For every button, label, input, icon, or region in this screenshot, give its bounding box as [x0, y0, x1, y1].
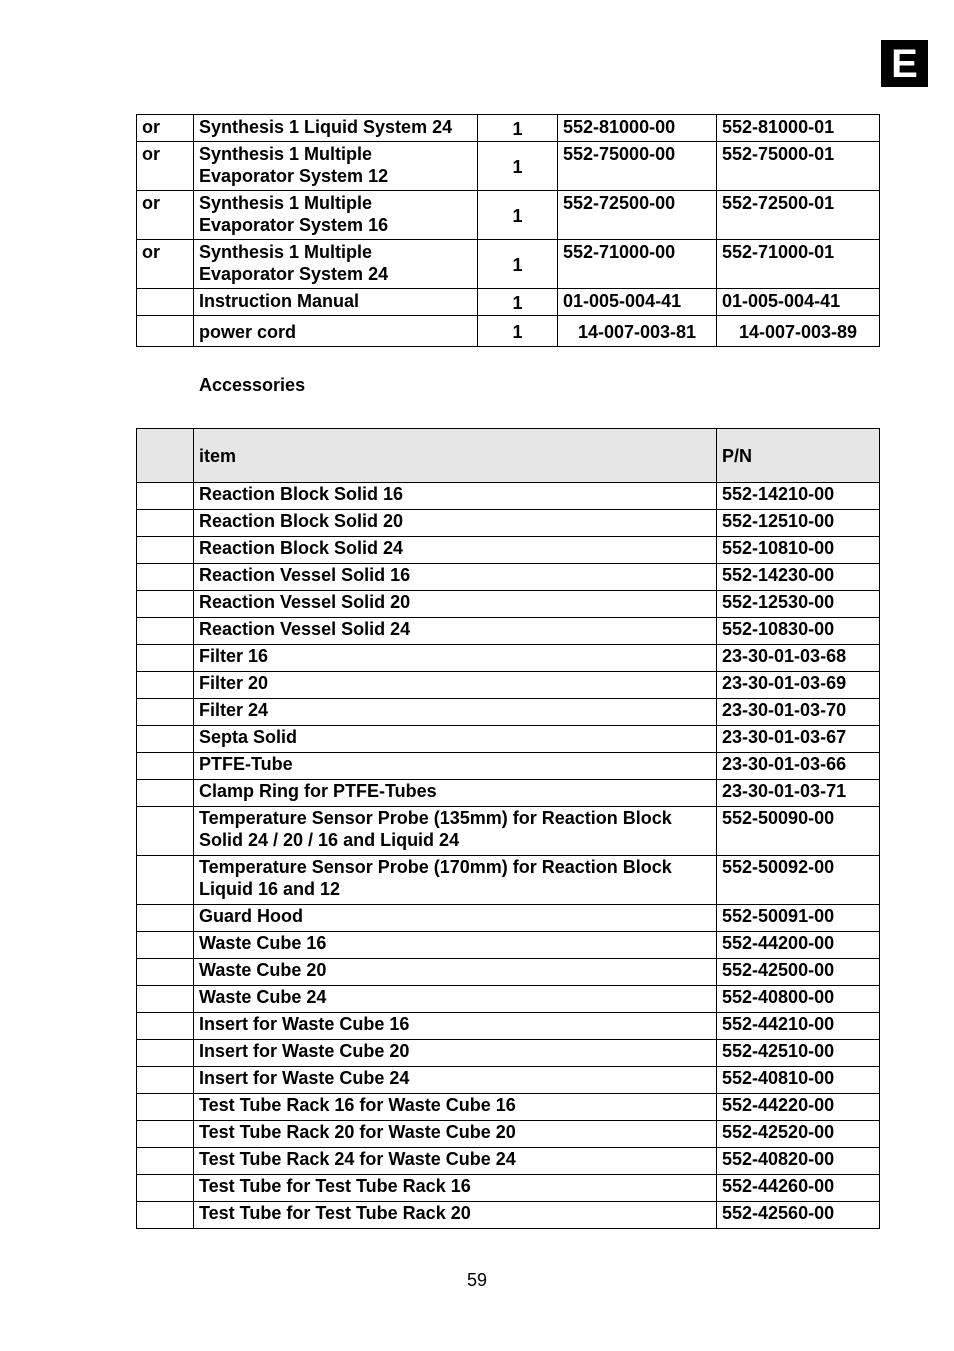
item-cell: Filter 20: [194, 672, 717, 699]
name-cell: Synthesis 1 Multiple Evaporator System 16: [194, 191, 478, 240]
blank-cell: [137, 1094, 194, 1121]
pn1-cell: 552-71000-00: [558, 240, 717, 289]
item-cell: Waste Cube 20: [194, 959, 717, 986]
table-row: [137, 483, 880, 510]
item-cell: Test Tube for Test Tube Rack 16: [194, 1175, 717, 1202]
blank-cell: [137, 618, 194, 645]
pn-cell: 552-44210-00: [717, 1013, 880, 1040]
table-row: [137, 1040, 880, 1067]
table-row: [137, 537, 880, 564]
item-cell: Temperature Sensor Probe (135mm) for Reaction Block Solid 24 / 20 / 16 and Liquid 24: [194, 807, 717, 856]
table-row: [137, 1175, 880, 1202]
table-row: [137, 142, 880, 191]
name-cell: Synthesis 1 Multiple Evaporator System 24: [194, 240, 478, 289]
item-cell: PTFE-Tube: [194, 753, 717, 780]
pn1-cell: 01-005-004-41: [558, 289, 717, 316]
pn-cell: 552-42510-00: [717, 1040, 880, 1067]
table-row: [137, 115, 880, 142]
item-cell: Reaction Block Solid 16: [194, 483, 717, 510]
table-row: [137, 510, 880, 537]
blank-cell: [137, 672, 194, 699]
table-row: [137, 780, 880, 807]
blank-cell: [137, 807, 194, 856]
item-cell: Guard Hood: [194, 905, 717, 932]
accessories-heading: Accessories: [199, 375, 306, 395]
header-pn: P/N: [717, 429, 880, 483]
pn-cell: 552-44220-00: [717, 1094, 880, 1121]
pn-cell: 552-14210-00: [717, 483, 880, 510]
blank-cell: [137, 780, 194, 807]
table-row: [137, 807, 880, 856]
pn-cell: 23-30-01-03-70: [717, 699, 880, 726]
table-row: [137, 1067, 880, 1094]
table-row: [137, 1094, 880, 1121]
item-cell: Filter 24: [194, 699, 717, 726]
table-row: [137, 986, 880, 1013]
blank-cell: [137, 645, 194, 672]
pn-cell: 552-44260-00: [717, 1175, 880, 1202]
name-cell: power cord: [194, 316, 478, 347]
pn-cell: 552-42560-00: [717, 1202, 880, 1229]
pn-cell: 552-42520-00: [717, 1121, 880, 1148]
qty-cell: 1: [478, 316, 558, 347]
blank-cell: [137, 959, 194, 986]
pn-cell: 552-50091-00: [717, 905, 880, 932]
pn-cell: 552-12530-00: [717, 591, 880, 618]
blank-cell: [137, 1121, 194, 1148]
item-cell: Septa Solid: [194, 726, 717, 753]
item-cell: Waste Cube 24: [194, 986, 717, 1013]
pn2-cell: 552-71000-01: [717, 240, 880, 289]
pn2-cell: 552-75000-01: [717, 142, 880, 191]
blank-cell: [137, 483, 194, 510]
blank-cell: [137, 537, 194, 564]
pn-cell: 552-10810-00: [717, 537, 880, 564]
blank-cell: [137, 1148, 194, 1175]
item-cell: Filter 16: [194, 645, 717, 672]
page-number: 59: [466, 1270, 488, 1290]
item-cell: Insert for Waste Cube 20: [194, 1040, 717, 1067]
table-row: [137, 240, 880, 289]
table-row: [137, 591, 880, 618]
blank-cell: [137, 1013, 194, 1040]
name-cell: Synthesis 1 Multiple Evaporator System 12: [194, 142, 478, 191]
parts-table: [136, 114, 880, 347]
pn2-cell: 14-007-003-89: [717, 316, 880, 347]
item-cell: Test Tube Rack 24 for Waste Cube 24: [194, 1148, 717, 1175]
table-row: [137, 618, 880, 645]
accessories-table: [136, 428, 880, 1229]
pn-cell: 552-50092-00: [717, 856, 880, 905]
item-cell: Insert for Waste Cube 16: [194, 1013, 717, 1040]
table-row: [137, 856, 880, 905]
blank-cell: [137, 856, 194, 905]
pn1-cell: 552-81000-00: [558, 115, 717, 142]
pn-cell: 552-50090-00: [717, 807, 880, 856]
qty-cell: 1: [478, 289, 558, 316]
blank-cell: [137, 905, 194, 932]
pn2-cell: 552-72500-01: [717, 191, 880, 240]
item-cell: Reaction Block Solid 24: [194, 537, 717, 564]
item-cell: Insert for Waste Cube 24: [194, 1067, 717, 1094]
pn-cell: 552-44200-00: [717, 932, 880, 959]
table-row: [137, 1013, 880, 1040]
blank-cell: [137, 510, 194, 537]
pn-cell: 552-14230-00: [717, 564, 880, 591]
qty-cell: 1: [478, 115, 558, 142]
table-row: [137, 932, 880, 959]
table-row: [137, 316, 880, 347]
item-cell: Waste Cube 16: [194, 932, 717, 959]
item-cell: Test Tube for Test Tube Rack 20: [194, 1202, 717, 1229]
pn2-cell: 552-81000-01: [717, 115, 880, 142]
table-row: [137, 191, 880, 240]
table-row: [137, 726, 880, 753]
prefix-cell: or: [137, 240, 194, 289]
blank-cell: [137, 1175, 194, 1202]
table-row: [137, 699, 880, 726]
item-cell: Reaction Vessel Solid 24: [194, 618, 717, 645]
table-row: [137, 564, 880, 591]
pn-cell: 552-40810-00: [717, 1067, 880, 1094]
blank-cell: [137, 1067, 194, 1094]
blank-cell: [137, 932, 194, 959]
table-row: [137, 1148, 880, 1175]
pn1-cell: 14-007-003-81: [558, 316, 717, 347]
pn1-cell: 552-72500-00: [558, 191, 717, 240]
blank-cell: [137, 564, 194, 591]
prefix-cell: or: [137, 115, 194, 142]
blank-cell: [137, 1202, 194, 1229]
name-cell: Instruction Manual: [194, 289, 478, 316]
table-row: [137, 959, 880, 986]
item-cell: Temperature Sensor Probe (170mm) for Reaction Block Liquid 16 and 12: [194, 856, 717, 905]
pn-cell: 552-42500-00: [717, 959, 880, 986]
table-row: [137, 672, 880, 699]
name-cell: Synthesis 1 Liquid System 24: [194, 115, 478, 142]
qty-cell: 1: [478, 142, 558, 191]
pn-cell: 552-40800-00: [717, 986, 880, 1013]
pn-cell: 23-30-01-03-69: [717, 672, 880, 699]
qty-cell: 1: [478, 191, 558, 240]
language-tab: E: [881, 40, 928, 87]
item-cell: Clamp Ring for PTFE-Tubes: [194, 780, 717, 807]
pn1-cell: 552-75000-00: [558, 142, 717, 191]
table-row: [137, 753, 880, 780]
blank-cell: [137, 1040, 194, 1067]
pn-cell: 23-30-01-03-66: [717, 753, 880, 780]
pn-cell: 23-30-01-03-67: [717, 726, 880, 753]
blank-cell: [137, 591, 194, 618]
header-item: item: [194, 429, 717, 483]
table-row: [137, 1121, 880, 1148]
header-blank-cell: [137, 429, 194, 483]
item-cell: Reaction Vessel Solid 16: [194, 564, 717, 591]
table-header-row: [137, 429, 880, 483]
blank-cell: [137, 986, 194, 1013]
blank-cell: [137, 726, 194, 753]
prefix-cell: or: [137, 191, 194, 240]
table-row: [137, 1202, 880, 1229]
pn-cell: 552-40820-00: [717, 1148, 880, 1175]
item-cell: Reaction Vessel Solid 20: [194, 591, 717, 618]
item-cell: Test Tube Rack 16 for Waste Cube 16: [194, 1094, 717, 1121]
pn-cell: 552-10830-00: [717, 618, 880, 645]
table-row: [137, 645, 880, 672]
prefix-cell: or: [137, 142, 194, 191]
prefix-cell: [137, 316, 194, 347]
pn-cell: 552-12510-00: [717, 510, 880, 537]
blank-cell: [137, 753, 194, 780]
pn-cell: 23-30-01-03-71: [717, 780, 880, 807]
table-row: [137, 289, 880, 316]
prefix-cell: [137, 289, 194, 316]
pn2-cell: 01-005-004-41: [717, 289, 880, 316]
item-cell: Reaction Block Solid 20: [194, 510, 717, 537]
blank-cell: [137, 699, 194, 726]
item-cell: Test Tube Rack 20 for Waste Cube 20: [194, 1121, 717, 1148]
table-row: [137, 905, 880, 932]
qty-cell: 1: [478, 240, 558, 289]
pn-cell: 23-30-01-03-68: [717, 645, 880, 672]
